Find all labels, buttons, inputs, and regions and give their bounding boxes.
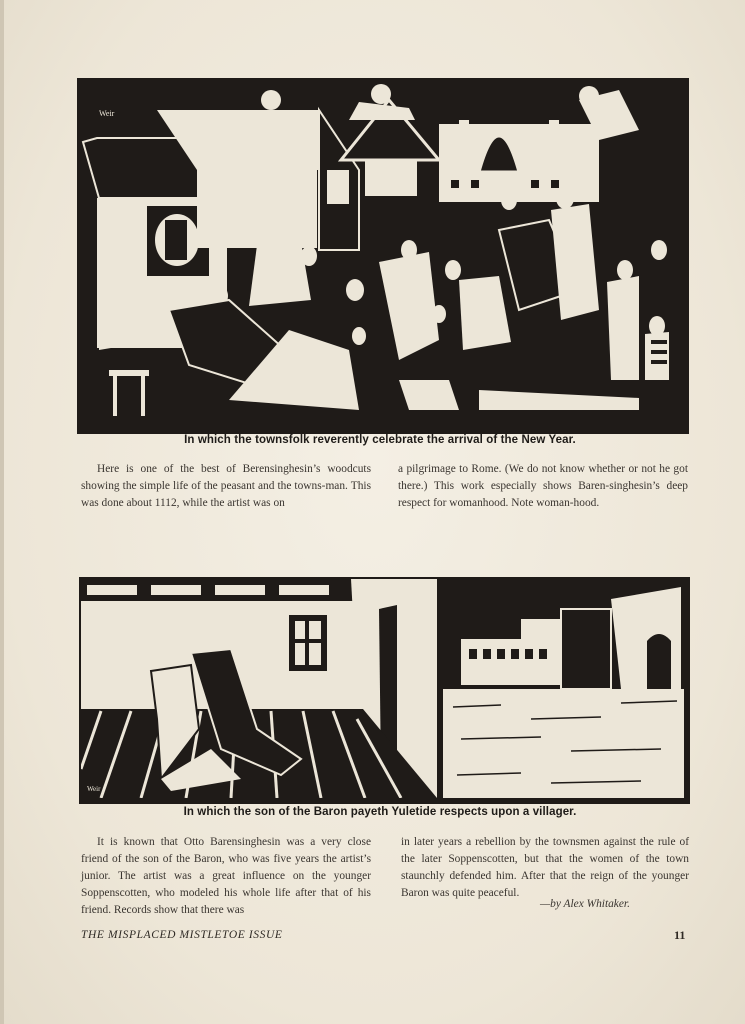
article-2-paragraph-2: in later years a rebellion by the townsmen against the rule of the later Soppenscotten, but that the women of the town staunchly defended him. After that the reign of the younger Baron was quite peaceful. xyxy=(401,836,689,899)
issue-title-footer: THE MISPLACED MISTLETOE ISSUE xyxy=(81,929,283,941)
woodcut-1-signature: Weir xyxy=(99,109,115,118)
page-number: 11 xyxy=(674,928,686,942)
figure-1-caption: In which the townsfolk reverently celebrate the arrival of the New Year. xyxy=(184,434,576,446)
article-2-column-2 xyxy=(401,834,689,902)
woodcut-2-illustration xyxy=(81,579,684,798)
article-1-column-1 xyxy=(81,461,371,512)
woodcut-baron-son-visit xyxy=(79,577,690,804)
article-1-column-2 xyxy=(398,461,688,512)
woodcut-1-illustration xyxy=(79,80,683,428)
article-1-paragraph-2: a pilgrimage to Rome. (We do not know whether or not he got there.) This work especially shows Baren-singhesin’s deep respect for womanhood. Note woman-hood. xyxy=(398,463,688,509)
author-byline: —by Alex Whitaker. xyxy=(540,898,630,910)
page-edge xyxy=(0,0,4,1024)
woodcut-new-year-celebration xyxy=(77,78,689,434)
figure-2-caption: In which the son of the Baron payeth Yuletide respects upon a villager. xyxy=(183,806,577,818)
woodcut-2-signature: Weir xyxy=(87,785,101,793)
article-2-paragraph-1: It is known that Otto Barensinghesin was a very close friend of the son of the Baron, who was five years the artist’s junior. The artist was a great influence on the younger Soppenscotten, who modeled his whole life after that of his friend. Records show that there was xyxy=(81,836,371,916)
article-1-paragraph-1: Here is one of the best of Berensinghesin’s woodcuts showing the simple life of the peasant and the towns-man. This was done about 1112, while the artist was on xyxy=(81,463,371,509)
article-2-column-1 xyxy=(81,834,371,919)
